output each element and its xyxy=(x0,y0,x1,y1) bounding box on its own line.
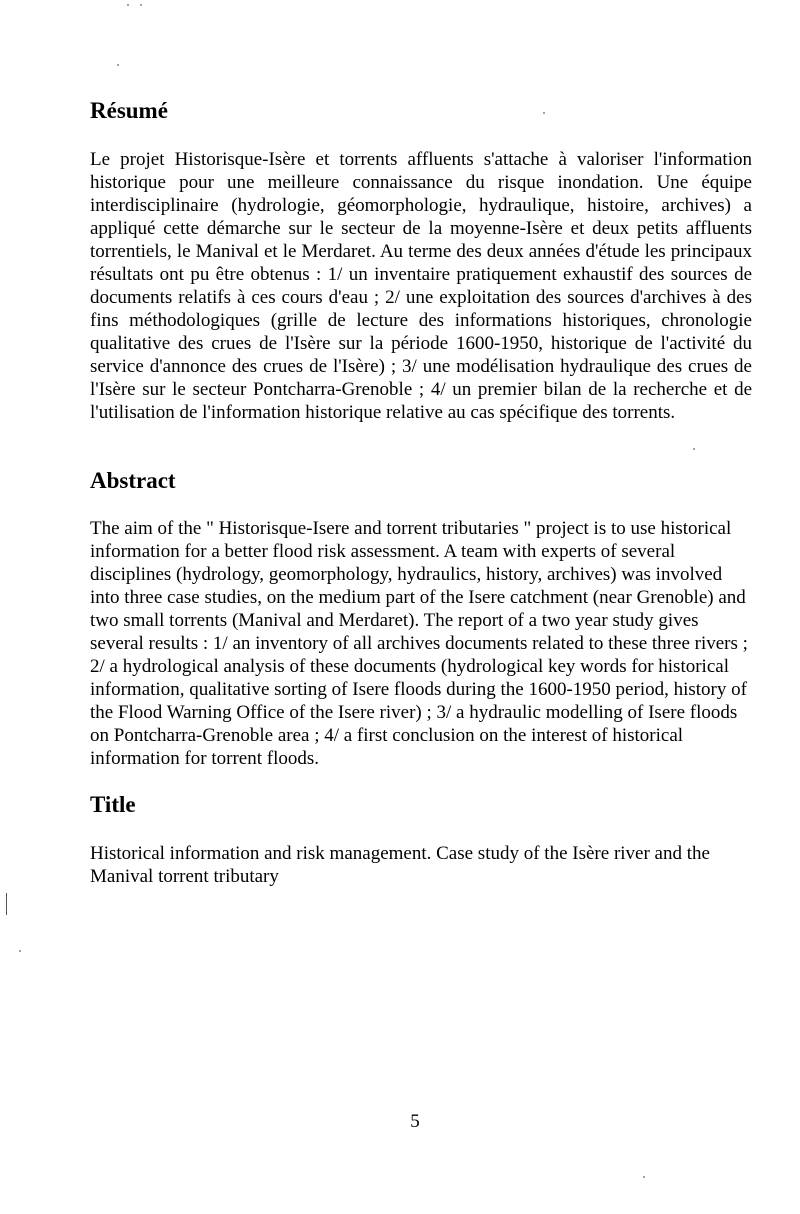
scan-speck xyxy=(19,950,21,952)
scan-speck xyxy=(117,64,119,66)
title-paragraph: Historical information and risk management. Case study of the Isère river and the Manival torrent tributary xyxy=(90,843,710,887)
resume-paragraph: Le projet Historisque-Isère et torrents affluents s'attache à valoriser l'information historique pour une meilleure connaissance du risque inondation. Une équipe interdisciplinaire (hydrologie, géomorphologie, hydraulique, histoire, archives) a appliqué cette démarche sur le secteur de la moyenne-Isère et deux petits affluents torrentiels, le Manival et le Merdaret. Au terme des deux années d'étude les principaux résultats ont pu être obtenus : 1/ un inventaire pratiquement exhaustif des sources de documents relatifs à ces cours d'eau ; 2/ une exploitation des sources d'archives à des fins méthodologiques (grille de lecture des informations historiques, chronologie qualitative des crues de l'Isère sur la période 1600-1950, historique de l'activité du service d'annonce des crues de l'Isère) ; 3/ une modélisation hydraulique des crues de l'Isère sur le secteur Pontcharra-Grenoble ; 4/ un premier bilan de la recherche et de l'utilisation de l'information historique relative au cas spécifique des torrents. xyxy=(90,149,752,423)
resume-heading: Résumé xyxy=(90,98,168,123)
scan-speck xyxy=(693,448,695,450)
scan-speck xyxy=(140,4,142,6)
scan-margin-mark xyxy=(6,893,7,915)
abstract-heading: Abstract xyxy=(90,468,176,493)
scan-speck xyxy=(643,1176,645,1178)
title-heading: Title xyxy=(90,792,136,817)
scan-speck xyxy=(127,4,129,6)
scan-speck xyxy=(543,112,545,114)
page-number: 5 xyxy=(410,1111,420,1132)
abstract-paragraph: The aim of the " Historisque-Isere and torrent tributaries " project is to use historical information for a better flood risk assessment. A team with experts of several disciplines (hydrology, geomorphology, hydraulics, history, archives) was involved into three case studies, on the medium part of the Isere catchment (near Grenoble) and two small torrents (Manival and Merdaret). The report of a two year study gives several results : 1/ an inventory of all archives documents related to these three rivers ; 2/ a hydrological analysis of these documents (hydrological key words for historical information, qualitative sorting of Isere floods during the 1600-1950 period, history of the Flood Warning Office of the Isere river) ; 3/ a hydraulic modelling of Isere floods on Pontcharra-Grenoble area ; 4/ a first conclusion on the interest of historical information for torrent floods. xyxy=(90,518,748,769)
